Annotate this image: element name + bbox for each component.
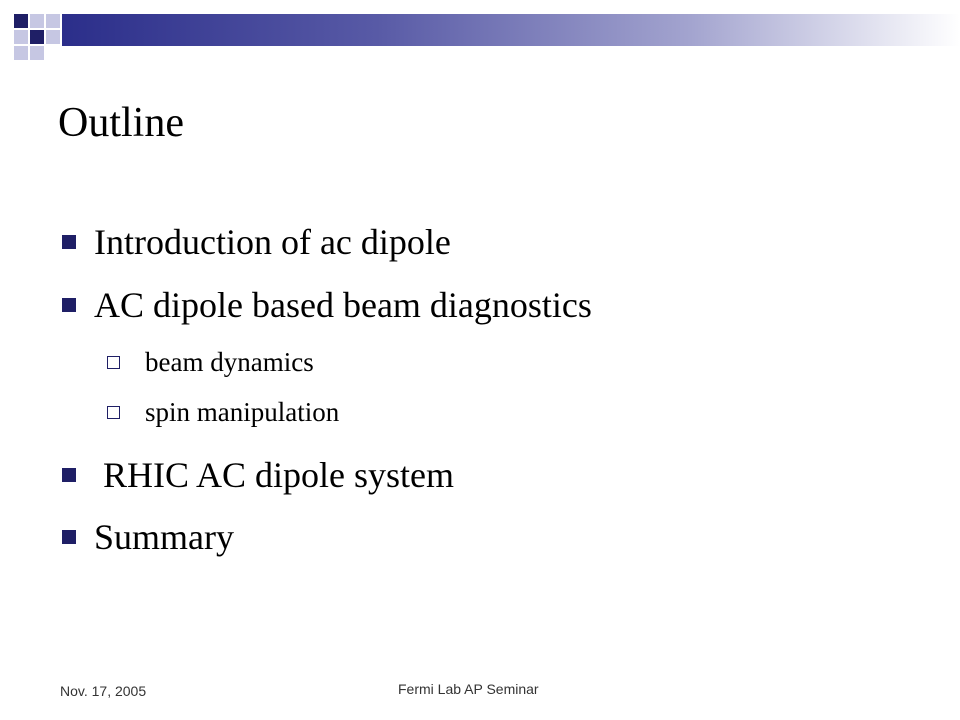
bullet-square-icon — [62, 235, 76, 249]
logo-square-light — [14, 46, 28, 60]
logo-square-light — [14, 30, 28, 44]
logo-square-light — [30, 14, 44, 28]
sub-bullet-item: beam dynamics — [145, 347, 314, 377]
bullet-item: Summary — [94, 517, 234, 557]
bullet-square-icon — [62, 468, 76, 482]
sub-bullet-hollow-square-icon — [107, 406, 120, 419]
header-gradient-bar — [62, 14, 960, 46]
bullet-square-icon — [62, 530, 76, 544]
bullet-item: AC dipole based beam diagnostics — [94, 285, 592, 325]
bullet-item: Introduction of ac dipole — [94, 222, 451, 262]
logo-square-dark — [14, 14, 28, 28]
sub-bullet-item: spin manipulation — [145, 397, 340, 427]
logo-square-light — [46, 14, 60, 28]
bullet-item: RHIC AC dipole system — [94, 455, 455, 495]
footer-date: Nov. 17, 2005 — [60, 683, 147, 699]
sub-bullet-hollow-square-icon — [107, 356, 120, 369]
bullet-square-icon — [62, 298, 76, 312]
logo-square-light — [30, 46, 44, 60]
slide-title: Outline — [58, 100, 184, 146]
footer-title: Fermi Lab AP Seminar — [398, 681, 539, 697]
logo-square-light — [46, 30, 60, 44]
logo-square-dark — [30, 30, 44, 44]
